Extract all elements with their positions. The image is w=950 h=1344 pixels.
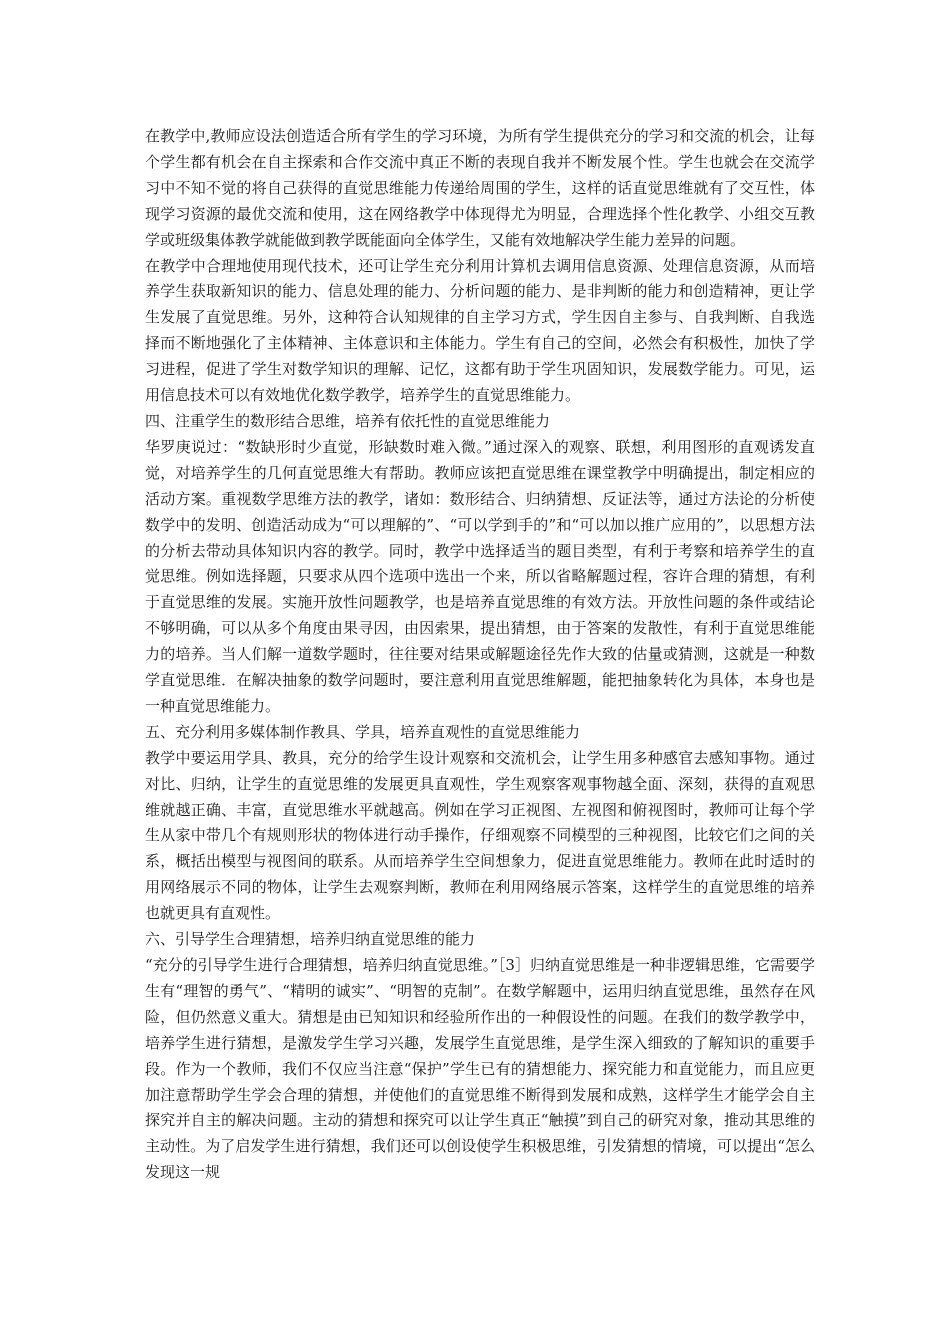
paragraph: “充分的引导学生进行合理猜想，培养归纳直觉思维。”［3］归纳直觉思维是一种非逻辑思维，它需要学生有“理智的勇气”、“精明的诚实”、“明智的克制”。在数学解题中，运用归纳直觉思维，虽然存在风险，但仍然意义重大。猜想是由已知知识和经验所作出的一种假设性的问题。在我们的数学教学中，培养学生进行猜想，是激发学生学习兴趣，发展学生直觉思维，是学生深入细致的了解知识的重要手段。作为一个教师，我们不仅应当注意“保护”学生已有的猜想能力、探究能力和直觉能力，而且应更加注意帮助学生学会合理的猜想，并使他们的直觉思维不断得到发展和成熟，这样学生才能学会自主探究并自主的解决问题。主动的猜想和探究可以让学生真正“触摸”到自己的研究对象，推动其思维的主动性。为了启发学生进行猜想，我们还可以创设使学生积极思维，引发猜想的情境，可以提出“怎么发现这一规 — [145, 956, 815, 1182]
document-body — [145, 124, 815, 1186]
section-heading: 五、充分利用多媒体制作教具、学具，培养直观性的直觉思维能力 — [145, 722, 581, 741]
paragraph: 在教学中,教师应设法创造适合所有学生的学习环境，为所有学生提供充分的学习和交流的机会，让每个学生都有机会在自主探索和合作交流中真正不断的表现自我并不断发展个性。学生也就会在交流学习中不知不觉的将自己获得的直觉思维能力传递给周围的学生，这样的话直觉思维就有了交互性，体现学习资源的最优交流和使用，这在网络教学中体现得尤为明显，合理选择个性化教学、小组交互教学或班级集体教学就能做到教学既能面向全体学生，又能有效地解决学生能力差异的问题。 — [145, 127, 815, 249]
section-heading: 四、注重学生的数形结合思维，培养有依托性的直觉思维能力 — [145, 411, 551, 430]
paragraph: 教学中要运用学具、教具，充分的给学生设计观察和交流机会，让学生用多种感官去感知事物。通过对比、归纳，让学生的直觉思维的发展更具直观性，学生观察客观事物越全面、深刻，获得的直观思维就越正确、丰富，直觉思维水平就越高。例如在学习正视图、左视图和俯视图时，教师可让每个学生从家中带几个有规则形状的物体进行动手操作，仔细观察不同模型的三种视图，比较它们之间的关系，概括出模型与视图间的联系。从而培养学生空间想象力，促进直觉思维能力。教师在此时适时的用网络展示不同的物体，让学生去观察判断，教师在利用网络展示答案，这样学生的直觉思维的培养也就更具有直观性。 — [145, 748, 815, 923]
paragraph: 在教学中合理地使用现代技术，还可让学生充分利用计算机去调用信息资源、处理信息资源，从而培养学生获取新知识的能力、信息处理的能力、分析问题的能力、是非判断的能力和创造精神，更让学生发展了直觉思维。另外，这种符合认知规律的自主学习方式，学生因自主参与、自我判断、自我选择而不断地强化了主体精神、主体意识和主体能力。学生有自己的空间，必然会有积极性，加快了学习进程，促进了学生对数学知识的理解、记忆，这都有助于学生巩固知识，发展数学能力。可见，运用信息技术可以有效地优化数学教学，培养学生的直觉思维能力。 — [145, 256, 815, 405]
paragraph: 华罗庚说过：“数缺形时少直觉，形缺数时难入微。”通过深入的观察、联想，利用图形的直观诱发直觉，对培养学生的几何直觉思维大有帮助。教师应该把直觉思维在课堂教学中明确提出，制定相应的活动方案。重视数学思维方法的教学，诸如：数形结合、归纳猜想、反证法等，通过方法论的分析使数学中的发明、创造活动成为“可以理解的”、“可以学到手的”和“可以加以推广应用的”，以思想方法的分析去带动具体知识内容的教学。同时，教学中选择适当的题目类型，有利于考察和培养学生的直觉思维。例如选择题，只要求从四个选项中选出一个来，所以省略解题过程，容许合理的猜想，有利于直觉思维的发展。实施开放性问题教学，也是培养直觉思维的有效方法。开放性问题的条件或结论不够明确，可以从多个角度由果寻因，由因索果，提出猜想，由于答案的发散性，有利于直觉思维能力的培养。当人们解一道数学题时，往往要对结果或解题途径先作大致的估量或猜测，这就是一种数学直觉思维．在解决抽象的数学问题时，要注意利用直觉思维解题，能把抽象转化为具体，本身也是一种直觉思维能力。 — [145, 437, 815, 715]
section-heading: 六、引导学生合理猜想，培养归纳直觉思维的能力 — [145, 930, 476, 949]
